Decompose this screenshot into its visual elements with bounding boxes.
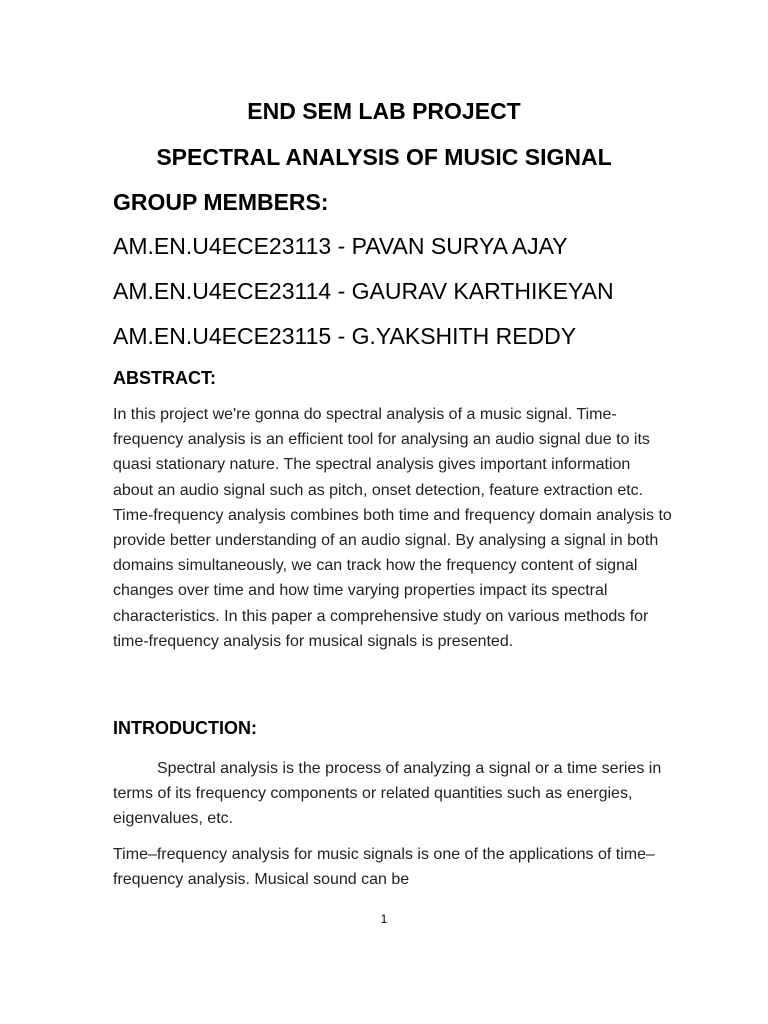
group-members-heading: GROUP MEMBERS: (113, 189, 329, 215)
group-member: AM.EN.U4ECE23113 - PAVAN SURYA AJAY (113, 233, 568, 259)
group-member: AM.EN.U4ECE23115 - G.YAKSHITH REDDY (113, 323, 577, 349)
introduction-paragraph: Spectral analysis is the process of analyzing a signal or a time series in terms of its frequency components or related quantities such as energies, eigenvalues, etc. (113, 760, 662, 828)
introduction-paragraph: Time–frequency analysis for music signals is one of the applications of time–frequency analysis. Musical sound can be (113, 846, 655, 889)
document-subtitle: SPECTRAL ANALYSIS OF MUSIC SIGNAL (156, 144, 612, 170)
abstract-heading: ABSTRACT: (113, 368, 216, 388)
document-title: END SEM LAB PROJECT (247, 98, 521, 124)
page-number: 1 (380, 912, 388, 926)
group-member: AM.EN.U4ECE23114 - GAURAV KARTHIKEYAN (113, 278, 614, 304)
introduction-heading: INTRODUCTION: (113, 718, 257, 738)
abstract-paragraph: In this project we're gonna do spectral analysis of a music signal. Time-frequency analysis is an efficient tool for analysing an audio signal due to its quasi stationary nature. The spectral analysis gives important information about an audio signal such as pitch, onset detection, feature extraction etc. Time-frequency analysis combines both time and frequency domain analysis to provide better understanding of an audio signal. By analysing a signal in both domains simultaneously, we can track how the frequency content of signal changes over time and how time varying properties impact its spectral characteristics. In this paper a comprehensive study on various methods for time-frequency analysis for musical signals is presented. (113, 406, 672, 650)
